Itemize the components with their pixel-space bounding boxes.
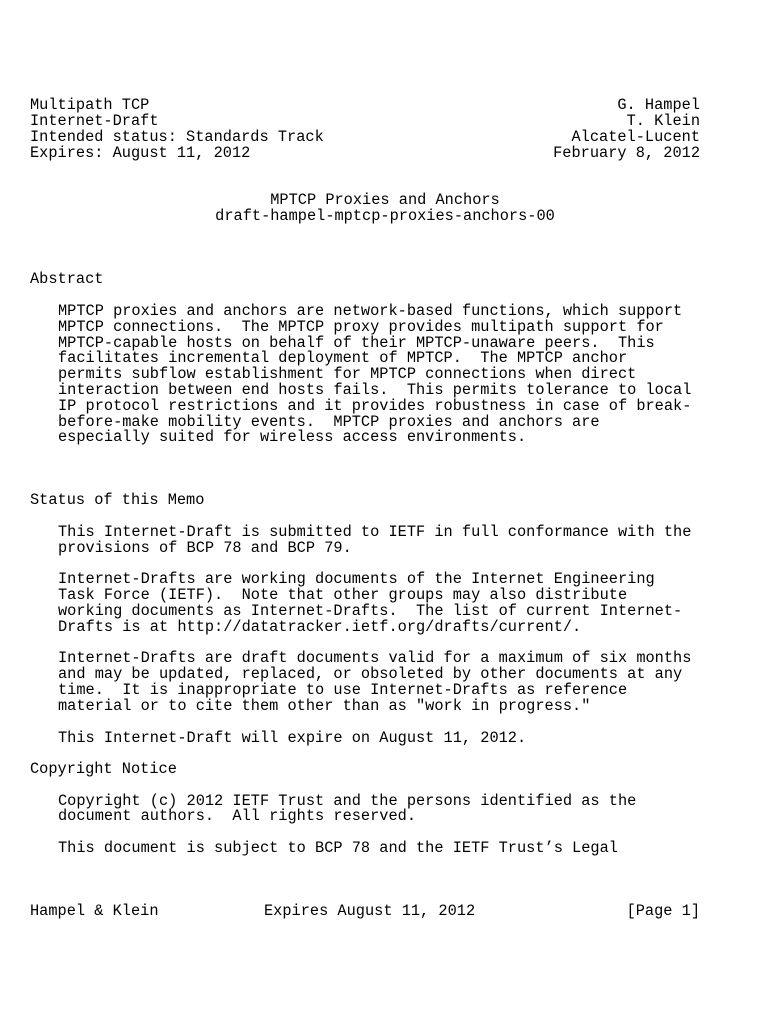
status-memo-line: This Internet-Draft is submitted to IETF in full conformance with the — [58, 523, 692, 541]
copyright-line: document authors. All rights reserved. — [58, 807, 417, 825]
status-memo-line: and may be updated, replaced, or obsoleted by other documents at any — [58, 665, 683, 683]
header-author-2: T. Klein — [626, 112, 700, 130]
status-memo-line: working documents as Internet-Drafts. The list of current Internet- — [58, 602, 683, 620]
footer-expires: Expires August 11, 2012 — [264, 902, 476, 920]
status-memo-line: time. It is inappropriate to use Internet-Drafts as reference — [58, 681, 628, 699]
status-memo-line: This Internet-Draft will expire on August 11, 2012. — [58, 729, 527, 747]
abstract-line: MPTCP-capable hosts on behalf of their MPTCP-unaware peers. This — [58, 334, 655, 352]
header-organization: Alcatel-Lucent — [571, 128, 700, 146]
header-expires: Expires: August 11, 2012 — [30, 144, 251, 162]
abstract-line: permits subflow establishment for MPTCP connections when direct — [58, 365, 637, 383]
status-memo-heading: Status of this Memo — [30, 491, 205, 509]
header-document-type: Internet-Draft — [30, 112, 159, 130]
status-memo-line: Task Force (IETF). Note that other groups may also distribute — [58, 586, 628, 604]
status-memo-line: Internet-Drafts are draft documents valid for a maximum of six months — [58, 649, 692, 667]
copyright-line: This document is subject to BCP 78 and the IETF Trust’s Legal — [58, 839, 618, 857]
abstract-line: MPTCP proxies and anchors are network-based functions, which support — [58, 302, 683, 320]
status-memo-line: Internet-Drafts are working documents of the Internet Engineering — [58, 570, 655, 588]
footer-authors: Hampel & Klein — [30, 902, 159, 920]
header-date: February 8, 2012 — [553, 144, 700, 162]
status-memo-line: material or to cite them other than as "work in progress." — [58, 697, 591, 715]
copyright-heading: Copyright Notice — [30, 760, 177, 778]
copyright-line: Copyright (c) 2012 IETF Trust and the persons identified as the — [58, 792, 637, 810]
document-title: MPTCP Proxies and Anchors — [270, 191, 500, 209]
abstract-line: IP protocol restrictions and it provides robustness in case of break- — [58, 397, 692, 415]
footer-page-number: [Page 1] — [626, 902, 700, 920]
abstract-line: MPTCP connections. The MPTCP proxy provides multipath support for — [58, 318, 664, 336]
abstract-line: interaction between end hosts fails. This permits tolerance to local — [58, 381, 692, 399]
header-author-1: G. Hampel — [617, 96, 700, 114]
abstract-line: facilitates incremental deployment of MPTCP. The MPTCP anchor — [58, 349, 628, 367]
status-memo-line: Drafts is at http://datatracker.ietf.org/drafts/current/. — [58, 618, 582, 636]
abstract-line: before-make mobility events. MPTCP proxies and anchors are — [58, 413, 600, 431]
header-working-group: Multipath TCP — [30, 96, 150, 114]
abstract-heading: Abstract — [30, 270, 104, 288]
abstract-line: especially suited for wireless access environments. — [58, 428, 527, 446]
document-draft-name: draft-hampel-mptcp-proxies-anchors-00 — [215, 207, 555, 225]
status-memo-line: provisions of BCP 78 and BCP 79. — [58, 539, 352, 557]
header-intended-status: Intended status: Standards Track — [30, 128, 324, 146]
